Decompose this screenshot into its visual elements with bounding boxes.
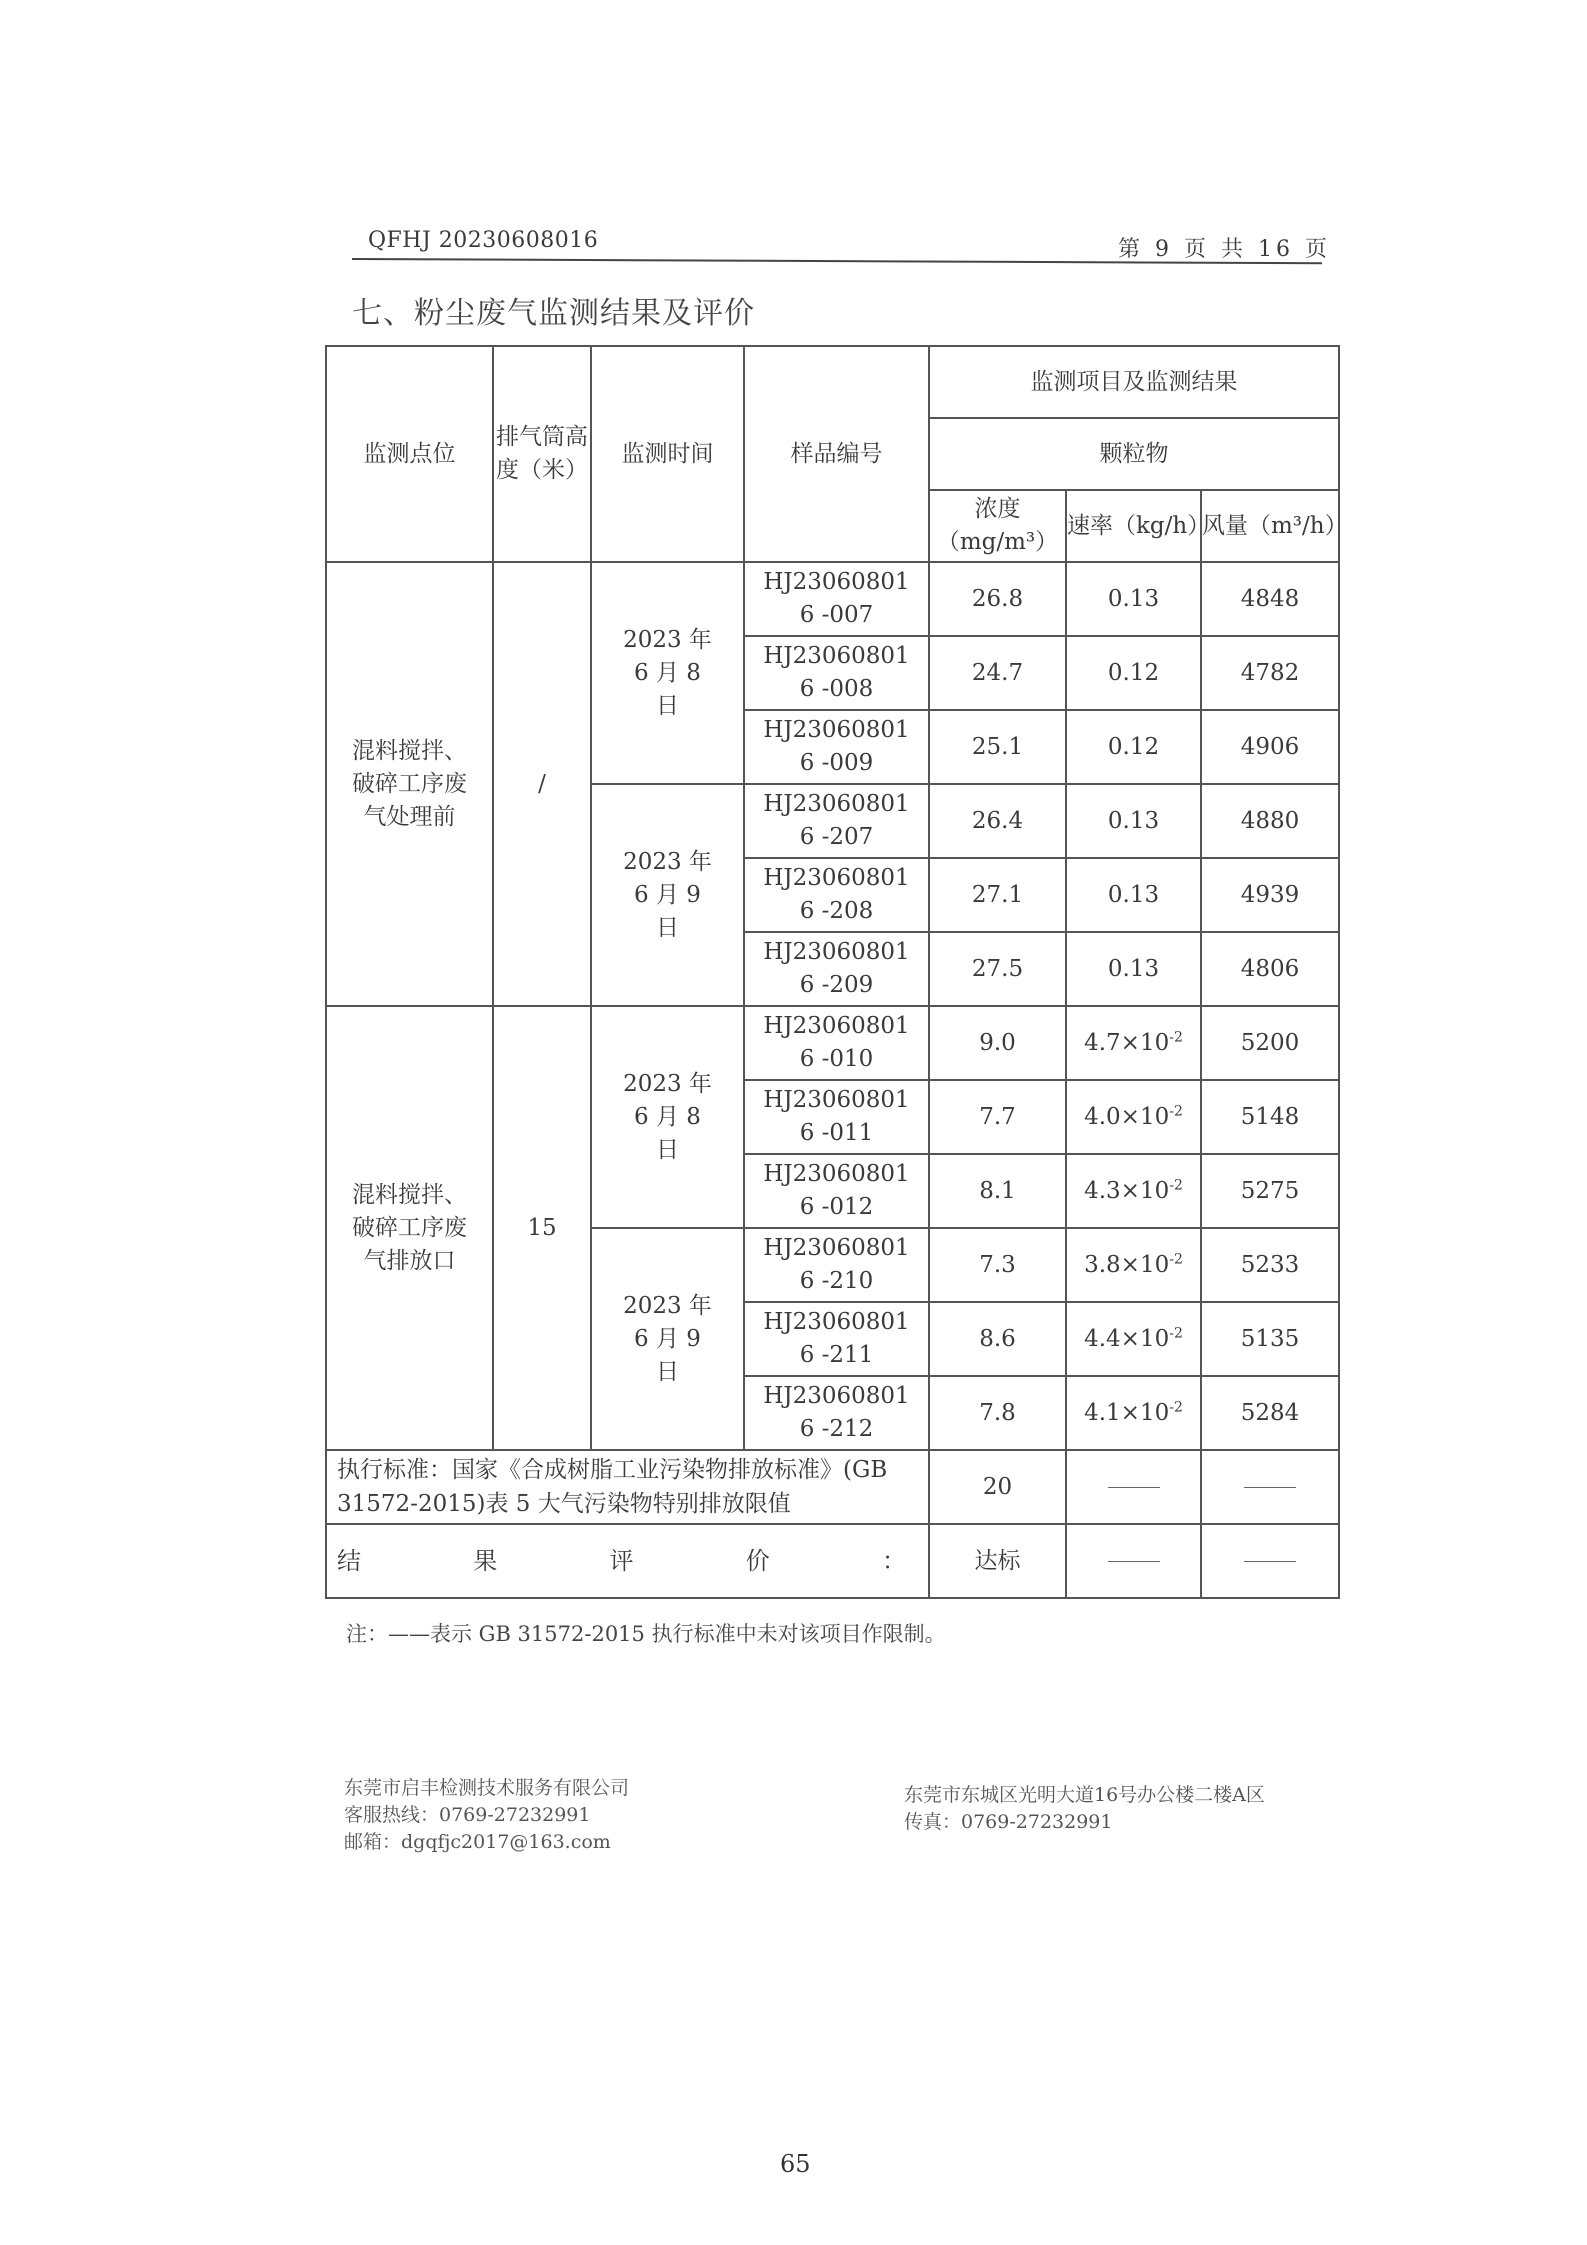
rate-value: 0.12	[1066, 710, 1201, 784]
no-limit-dash	[1244, 1561, 1296, 1562]
rate-value	[1066, 1228, 1201, 1302]
flow-value: 5284	[1201, 1376, 1339, 1450]
rate-value: 0.13	[1066, 858, 1201, 932]
footer-hotline: 客服热线：0769-27232991	[344, 1804, 591, 1826]
sample-id: HJ230608016 -008	[744, 636, 929, 710]
sample-id: HJ230608016 -210	[744, 1228, 929, 1302]
standard-conc-limit: 20	[929, 1450, 1066, 1524]
table-row	[326, 562, 1339, 636]
footer-company: 东莞市启丰检测技术服务有限公司	[344, 1777, 630, 1799]
col-header-rate: 速率（kg/h）	[1066, 490, 1201, 562]
col-header-height: 排气筒高度（米）	[493, 346, 591, 562]
section-title: 七、粉尘废气监测结果及评价	[352, 296, 755, 331]
flow-value: 4906	[1201, 710, 1339, 784]
rate-value: 0.13	[1066, 932, 1201, 1006]
concentration-value: 7.3	[929, 1228, 1066, 1302]
rate-value	[1066, 1376, 1201, 1450]
concentration-value: 7.8	[929, 1376, 1066, 1450]
concentration-value: 27.5	[929, 932, 1066, 1006]
flow-value: 4939	[1201, 858, 1339, 932]
rate-value: 0.12	[1066, 636, 1201, 710]
footer-fax: 传真：0769-27232991	[904, 1811, 1113, 1833]
result-label-char: 评	[609, 1546, 634, 1575]
rate-value: 0.13	[1066, 784, 1201, 858]
results-table	[325, 345, 1348, 1599]
rate-mantissa: 4.1×10	[1084, 1399, 1170, 1426]
report-number: QFHJ 20230608016	[368, 228, 599, 253]
standard-label: 执行标准：国家《合成树脂工业污染物排放标准》(GB 31572-2015)表 5 大气污染物特别排放限值	[326, 1450, 929, 1524]
col-header-pollutant: 颗粒物	[929, 418, 1339, 490]
sample-id: HJ230608016 -209	[744, 932, 929, 1006]
col-header-items: 监测项目及监测结果	[929, 346, 1339, 418]
standard-flow-limit	[1201, 1450, 1339, 1524]
concentration-value: 8.1	[929, 1154, 1066, 1228]
monitoring-date: 2023 年 6 月 8 日	[591, 562, 744, 784]
result-label-char: ：	[882, 1546, 906, 1575]
stack-height: 15	[493, 1006, 591, 1450]
sample-id: HJ230608016 -011	[744, 1080, 929, 1154]
result-label-char: 果	[473, 1546, 498, 1575]
concentration-value: 25.1	[929, 710, 1066, 784]
rate-value	[1066, 1302, 1201, 1376]
no-limit-dash	[1244, 1487, 1296, 1488]
footer-right	[904, 1782, 1265, 1836]
rate-value	[1066, 1154, 1201, 1228]
sample-id: HJ230608016 -012	[744, 1154, 929, 1228]
sample-id: HJ230608016 -211	[744, 1302, 929, 1376]
flow-value: 5148	[1201, 1080, 1339, 1154]
footer-email: 邮箱：dgqfjc2017@163.com	[344, 1831, 611, 1853]
flow-value: 5275	[1201, 1154, 1339, 1228]
rate-value: 0.13	[1066, 562, 1201, 636]
flow-value: 5135	[1201, 1302, 1339, 1376]
result-rate	[1066, 1524, 1201, 1598]
concentration-value: 26.4	[929, 784, 1066, 858]
flow-value: 5233	[1201, 1228, 1339, 1302]
rate-mantissa: 4.4×10	[1084, 1325, 1170, 1352]
flow-value: 4806	[1201, 932, 1339, 1006]
col-header-sample: 样品编号	[744, 346, 929, 562]
footer-address: 东莞市东城区光明大道16号办公楼二楼A区	[904, 1784, 1265, 1806]
concentration-value: 8.6	[929, 1302, 1066, 1376]
sample-id: HJ230608016 -207	[744, 784, 929, 858]
flow-value: 4782	[1201, 636, 1339, 710]
sample-id: HJ230608016 -212	[744, 1376, 929, 1450]
concentration-value: 26.8	[929, 562, 1066, 636]
concentration-value: 27.1	[929, 858, 1066, 932]
rate-exponent: -2	[1169, 1176, 1183, 1193]
monitoring-date: 2023 年 6 月 8 日	[591, 1006, 744, 1228]
rate-exponent: -2	[1169, 1398, 1183, 1415]
footer-left	[344, 1775, 629, 1856]
col-header-point: 监测点位	[326, 346, 493, 562]
col-header-flow: 风量（m³/h）	[1201, 490, 1339, 562]
rate-mantissa: 4.7×10	[1084, 1029, 1170, 1056]
flow-value: 4848	[1201, 562, 1339, 636]
result-flow	[1201, 1524, 1339, 1598]
rate-exponent: -2	[1169, 1324, 1183, 1341]
flow-value: 5200	[1201, 1006, 1339, 1080]
result-conc: 达标	[929, 1524, 1066, 1598]
result-label	[326, 1524, 929, 1598]
monitoring-point: 混料搅拌、破碎工序废气处理前	[326, 562, 493, 1006]
rate-exponent: -2	[1169, 1028, 1183, 1045]
stack-height: /	[493, 562, 591, 1006]
monitoring-point: 混料搅拌、破碎工序废气排放口	[326, 1006, 493, 1450]
flow-value: 4880	[1201, 784, 1339, 858]
sample-id: HJ230608016 -009	[744, 710, 929, 784]
no-limit-dash	[1108, 1487, 1160, 1488]
page-info: 第 9 页 共 16 页	[1118, 237, 1331, 262]
concentration-value: 7.7	[929, 1080, 1066, 1154]
concentration-value: 24.7	[929, 636, 1066, 710]
rate-mantissa: 3.8×10	[1084, 1251, 1170, 1278]
monitoring-date: 2023 年 6 月 9 日	[591, 1228, 744, 1450]
rate-exponent: -2	[1169, 1250, 1183, 1267]
table-row	[326, 1006, 1339, 1080]
sample-id: HJ230608016 -007	[744, 562, 929, 636]
result-label-char: 价	[745, 1546, 770, 1575]
result-label-char: 结	[337, 1546, 361, 1575]
no-limit-dash	[1108, 1561, 1160, 1562]
results-table-wrapper	[325, 345, 1348, 1599]
rate-value	[1066, 1080, 1201, 1154]
monitoring-date: 2023 年 6 月 9 日	[591, 784, 744, 1006]
sample-id: HJ230608016 -208	[744, 858, 929, 932]
sample-id: HJ230608016 -010	[744, 1006, 929, 1080]
concentration-value: 9.0	[929, 1006, 1066, 1080]
rate-exponent: -2	[1169, 1102, 1183, 1119]
page-number: 65	[780, 2150, 811, 2178]
rate-mantissa: 4.3×10	[1084, 1177, 1170, 1204]
col-header-time: 监测时间	[591, 346, 744, 562]
rate-mantissa: 4.0×10	[1084, 1103, 1170, 1130]
rate-value	[1066, 1006, 1201, 1080]
standard-rate-limit	[1066, 1450, 1201, 1524]
col-header-conc: 浓度（mg/m³）	[929, 490, 1066, 562]
table-note: 注：——表示 GB 31572-2015 执行标准中未对该项目作限制。	[346, 1622, 946, 1646]
